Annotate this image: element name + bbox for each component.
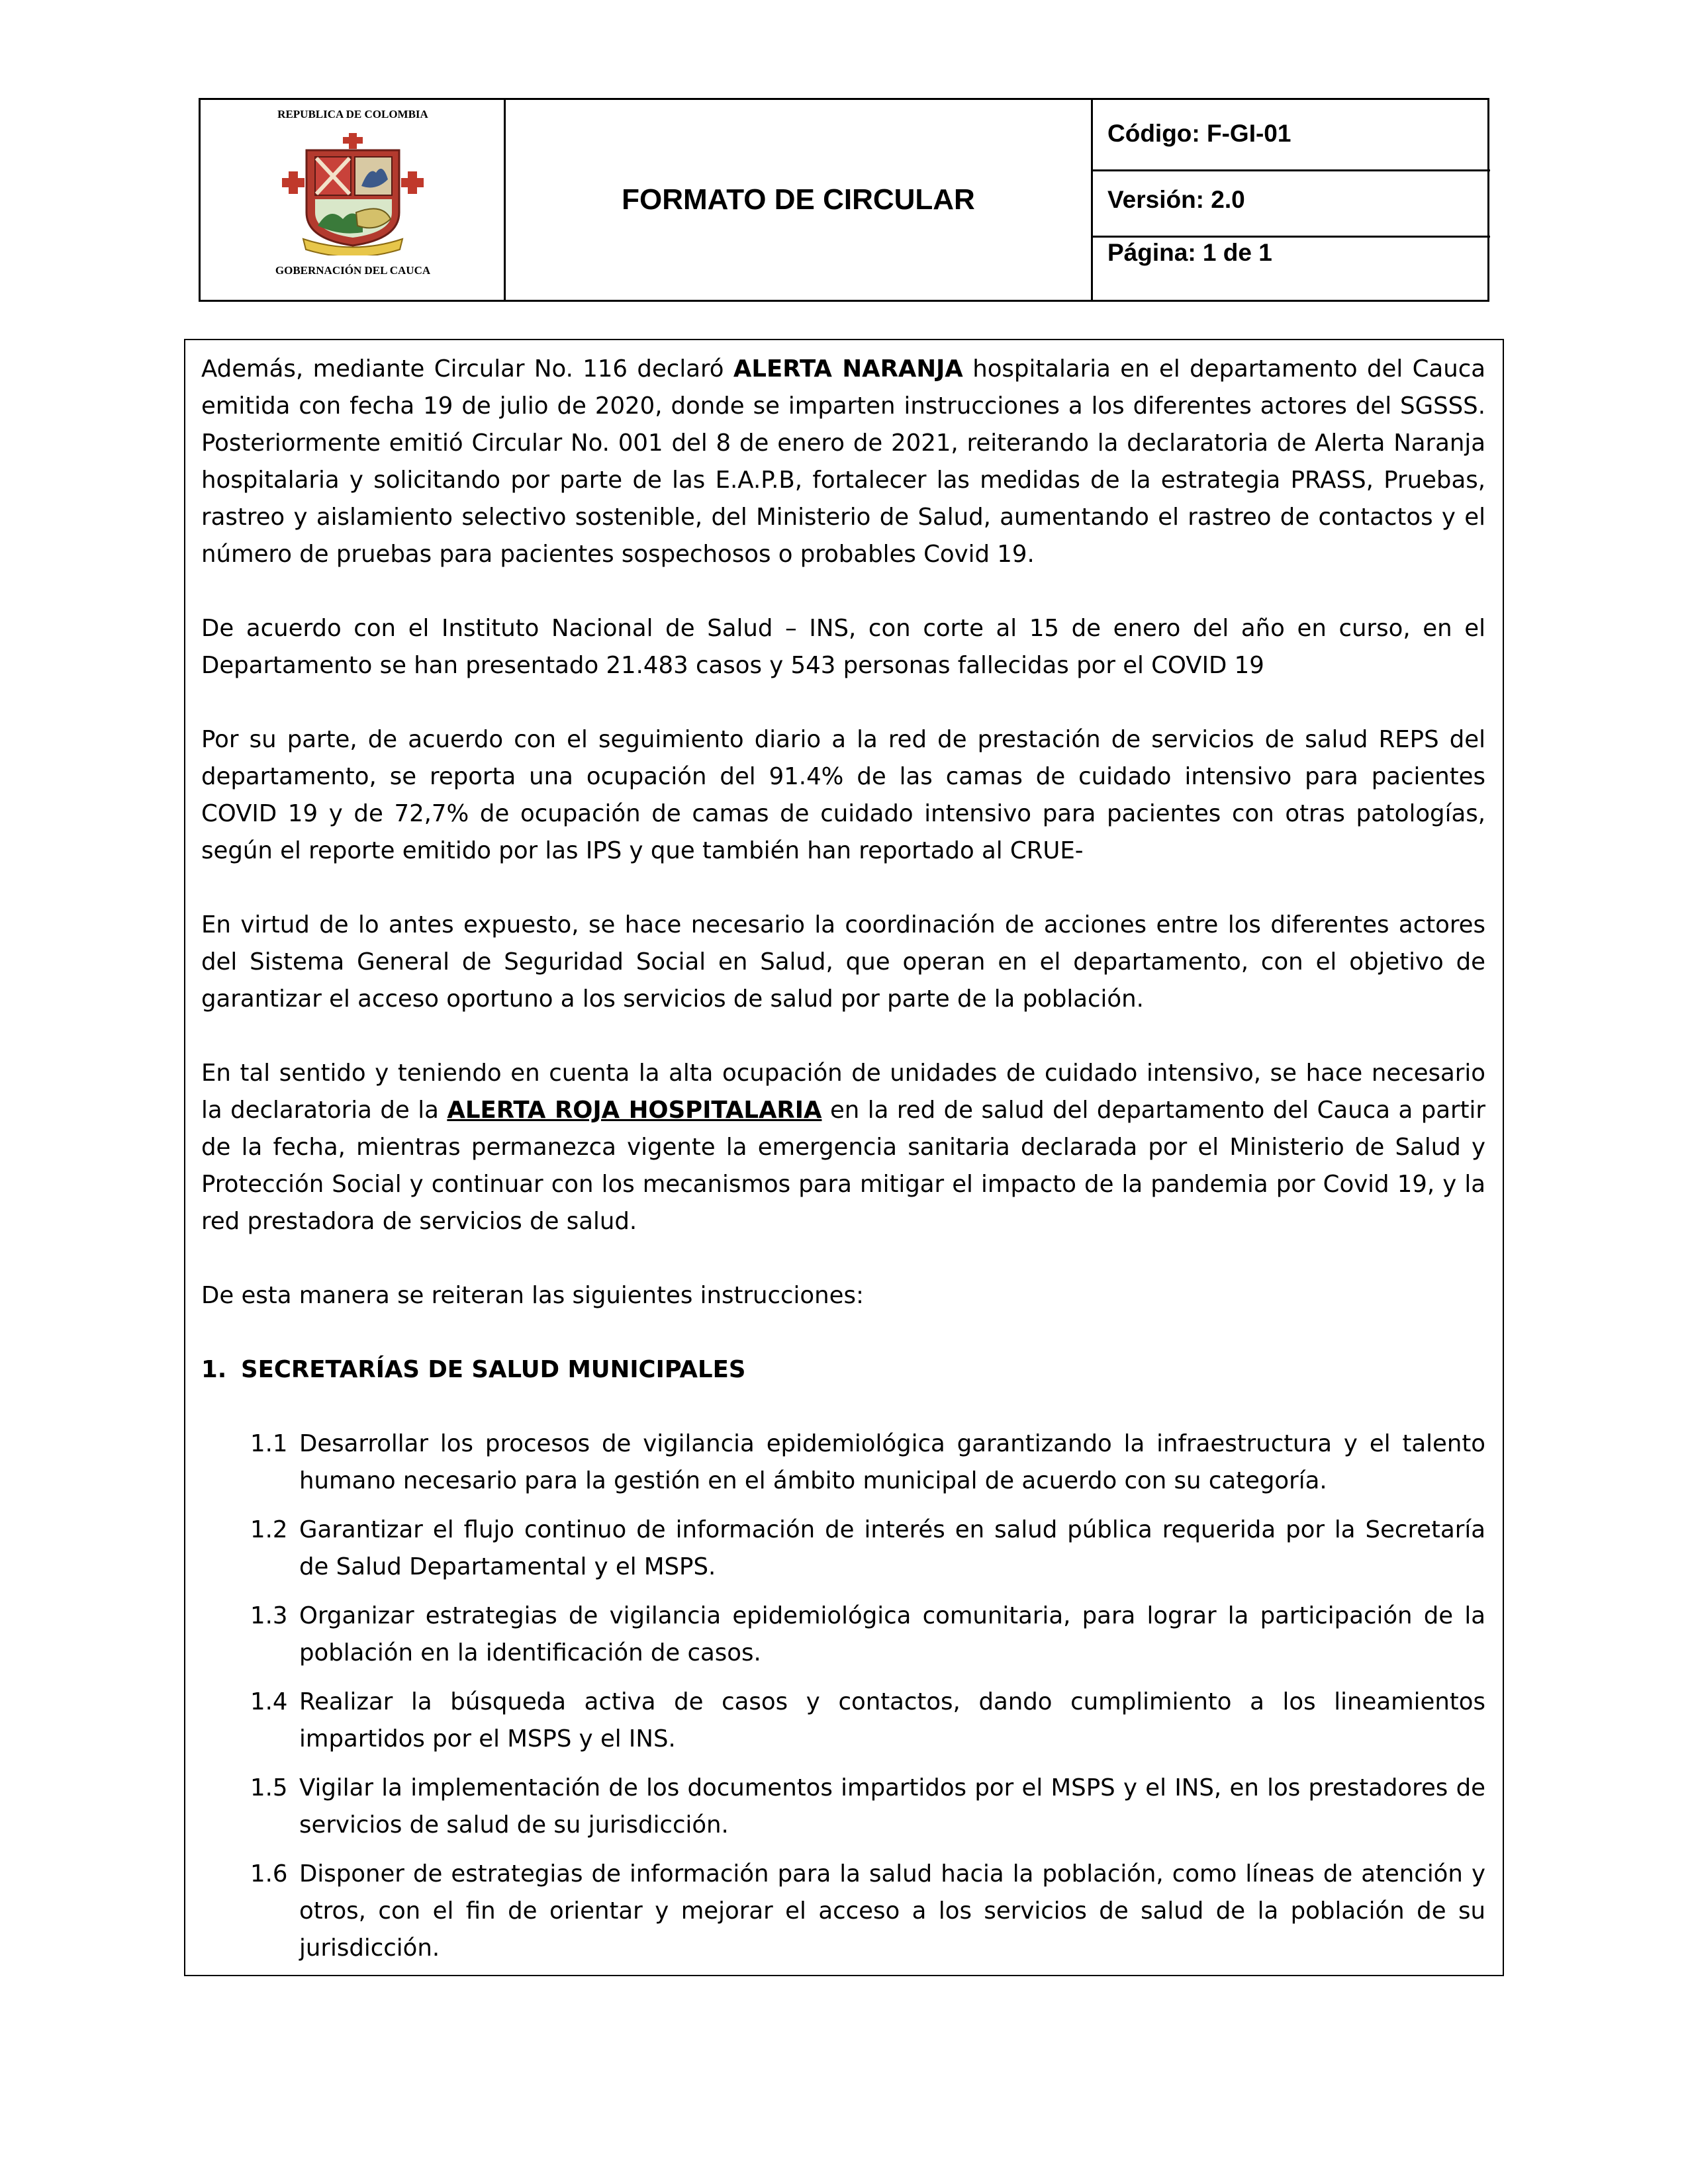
codigo-label: Código: F-GI-01 — [1107, 120, 1291, 147]
document-header — [199, 98, 1489, 302]
list-item-number: 1.2 — [250, 1516, 288, 1543]
paragraph-coordinacion: En virtud de lo antes expuesto, se hace necesario la coordinación de acciones entre los diferentes actores del Sistema General de Seguridad Social en Salud, que operan en el departamento, con el objetivo de garantizar el acceso oportuno a los servicios de salud por parte de la población. — [201, 911, 1485, 1013]
document-body — [184, 339, 1504, 1976]
paragraph-ocupacion: Por su parte, de acuerdo con el seguimiento diario a la red de prestación de servicios de salud REPS del departamento, se reporta una ocupación del 91.4% de las camas de cuidado intensivo para pacientes COVID 19 y de 72,7% de ocupación de camas de cuidado intensivo para pacientes con otras patologías, según el reporte emitido por las IPS y que también han reportado al CRUE- — [201, 726, 1485, 864]
list-item-text: Disponer de estrategias de información para la salud hacia la población, como líneas de atención y otros, con el fin de orientar y mejorar el acceso a los servicios de salud de la población de su jurisdicción. — [299, 1860, 1485, 1962]
paragraph-text: hospitalaria en el departamento del Cauca emitida con fecha 19 de julio de 2020, donde se imparten instrucciones a los diferentes actores del SGSSS. Posteriormente emitió Circular No. 001 del 8 de enero de 2021, reiterando la declaratoria de Alerta Naranja hospitalaria y solicitando por parte de las E.A.P.B, fortalecer las medidas de la estrategia PRASS, Pruebas, rastreo y aislamiento selectivo sostenible, del Ministerio de Salud, aumentando el rastreo de contactos y el número de pruebas para pacientes sospechosos o probables Covid 19. — [201, 355, 1485, 568]
list-item-text: Organizar estrategias de vigilancia epidemiológica comunitaria, para lograr la participación de la población en la identificación de casos. — [299, 1602, 1485, 1666]
pagina-label: Página: 1 de 1 — [1107, 239, 1272, 266]
list-item — [201, 1856, 1485, 1967]
body-content — [201, 351, 1485, 1979]
list-item-number: 1.5 — [250, 1774, 288, 1801]
emphasis-alerta-naranja: ALERTA NARANJA — [733, 355, 963, 383]
list-item — [201, 1598, 1485, 1672]
list-item — [201, 1426, 1485, 1500]
paragraph-alerta-naranja — [201, 351, 1485, 573]
list-item — [201, 1770, 1485, 1844]
logo-top-text: REPUBLICA DE COLOMBIA — [277, 108, 428, 120]
list-item-number: 1.1 — [250, 1430, 288, 1457]
header-divider — [1093, 169, 1490, 171]
list-item-text: Garantizar el flujo continuo de información de interés en salud pública requerida por la Secretaría de Salud Departamental y el MSPS. — [299, 1516, 1485, 1580]
paragraph-ins-report: De acuerdo con el Instituto Nacional de Salud – INS, con corte al 15 de enero del año en curso, en el Departamento se han presentado 21.483 casos y 543 personas fallecidas por el COVID 19 — [201, 615, 1485, 679]
instruction-list — [201, 1426, 1485, 1967]
header-divider — [1091, 100, 1093, 300]
paragraph-instrucciones: De esta manera se reiteran las siguientes instrucciones: — [201, 1282, 864, 1309]
logo-bottom-text: GOBERNACIÓN DEL CAUCA — [275, 264, 431, 277]
paragraph-alerta-roja — [201, 1055, 1485, 1240]
header-divider — [1093, 236, 1490, 238]
paragraph-text: en la red de salud del departamento del Cauca a partir de la fecha, mientras permanezca vigente la emergencia sanitaria declarada por el Ministerio de Salud y Protección Social y continuar con los mecanismos para mitigar el impacto de la pandemia por Covid 19, y la red prestadora de servicios de salud. — [201, 1097, 1485, 1235]
list-item-number: 1.6 — [250, 1860, 288, 1888]
document-title: FORMATO DE CIRCULAR — [622, 183, 975, 216]
list-item-number: 1.3 — [250, 1602, 288, 1629]
version-label: Versión: 2.0 — [1107, 186, 1245, 213]
list-item-text: Vigilar la implementación de los documentos impartidos por el MSPS y el INS, en los prestadores de servicios de salud de su jurisdicción. — [299, 1774, 1485, 1839]
list-item — [201, 1684, 1485, 1758]
section-number: 1. — [201, 1356, 227, 1383]
list-item-number: 1.4 — [250, 1688, 288, 1715]
section-title: SECRETARÍAS DE SALUD MUNICIPALES — [241, 1356, 746, 1383]
emphasis-alerta-roja: ALERTA ROJA HOSPITALARIA — [447, 1097, 822, 1124]
coat-of-arms-icon — [277, 133, 429, 255]
paragraph-text: En tal sentido y teniendo en cuenta la alta ocupación de unidades de cuidado intensivo, se hace necesario la declaratoria de la — [201, 1060, 1485, 1124]
list-item-text: Desarrollar los procesos de vigilancia epidemiológica garantizando la infraestructura y el talento humano necesario para la gestión en el ámbito municipal de acuerdo con su categoría. — [299, 1430, 1485, 1494]
logo-cell — [201, 100, 505, 300]
section-heading — [201, 1351, 1485, 1388]
list-item — [201, 1512, 1485, 1586]
list-item-text: Realizar la búsqueda activa de casos y contactos, dando cumplimiento a los lineamientos impartidos por el MSPS y el INS. — [299, 1688, 1485, 1752]
paragraph-text: Además, mediante Circular No. 116 declaró — [201, 355, 733, 383]
